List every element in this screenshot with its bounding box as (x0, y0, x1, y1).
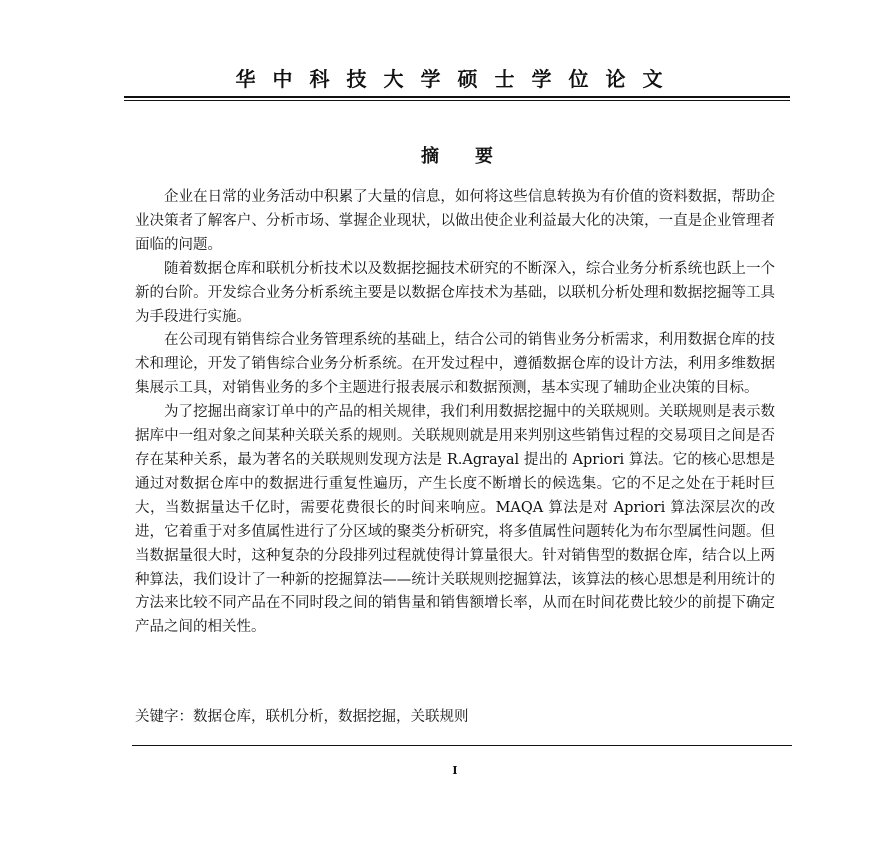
abstract-paragraph-1: 企业在日常的业务活动中积累了大量的信息，如何将这些信息转换为有价值的资料数据，帮助企业决策者了解客户、分析市场、掌握企业现状，以做出使企业利益最大化的决策，一直是企业管理者面临的问题。 (135, 189, 775, 253)
abstract-title: 摘要 (421, 146, 529, 167)
abstract-body (135, 186, 775, 640)
footer-rule (132, 745, 792, 746)
header-rule-thick (124, 96, 790, 98)
keywords-line: 关键字：数据仓库，联机分析，数据挖掘，关联规则 (135, 709, 469, 725)
page-number: I (452, 764, 458, 777)
abstract-paragraph-3: 在公司现有销售综合业务管理系统的基础上，结合公司的销售业务分析需求，利用数据仓库的技术和理论，开发了销售综合业务分析系统。在开发过程中，遵循数据仓库的设计方法，利用多维数据集展示工具，对销售业务的多个主题进行报表展示和数据预测，基本实现了辅助企业决策的目标。 (135, 332, 775, 397)
running-header: 华中科技大学硕士学位论文 (235, 67, 680, 91)
abstract-paragraph-4: 为了挖掘出商家订单中的产品的相关规律，我们利用数据挖掘中的关联规则。关联规则是表示数据库中一组对象之间某种关联关系的规则。关联规则就是用来判别这些销售过程的交易项目之间是否存在某种关系，最为著名的关联规则发现方法是 R.Agrayal 提出的 Apriori 算法。它的核心思想是通过对数据仓库中的数据进行重复性遍历，产生长度不断增长的候选集。它的不足之处在于耗时巨大，当数据量达千亿时，需要花费很长的时间来响应。MAQA 算法是对 Apriori 算法深层次的改进，它着重于对多值属性进行了分区域的聚类分析研究，将多值属性问题转化为布尔型属性问题。但当数据量很大时，这种复杂的分段排列过程就使得计算量很大。针对销售型的数据仓库，结合以上两种算法，我们设计了一种新的挖掘算法——统计关联规则挖掘算法，该算法的核心思想是利用统计的方法来比较不同产品在不同时段之间的销售量和销售额增长率，从而在时间花费比较少的前提下确定产品之间的相关性。 (135, 404, 775, 636)
header-rule-thin (124, 100, 790, 101)
abstract-paragraph-2: 随着数据仓库和联机分析技术以及数据挖掘技术研究的不断深入，综合业务分析系统也跃上一个新的台阶。开发综合业务分析系统主要是以数据仓库技术为基础，以联机分析处理和数据挖掘等工具为手段进行实施。 (135, 260, 775, 325)
